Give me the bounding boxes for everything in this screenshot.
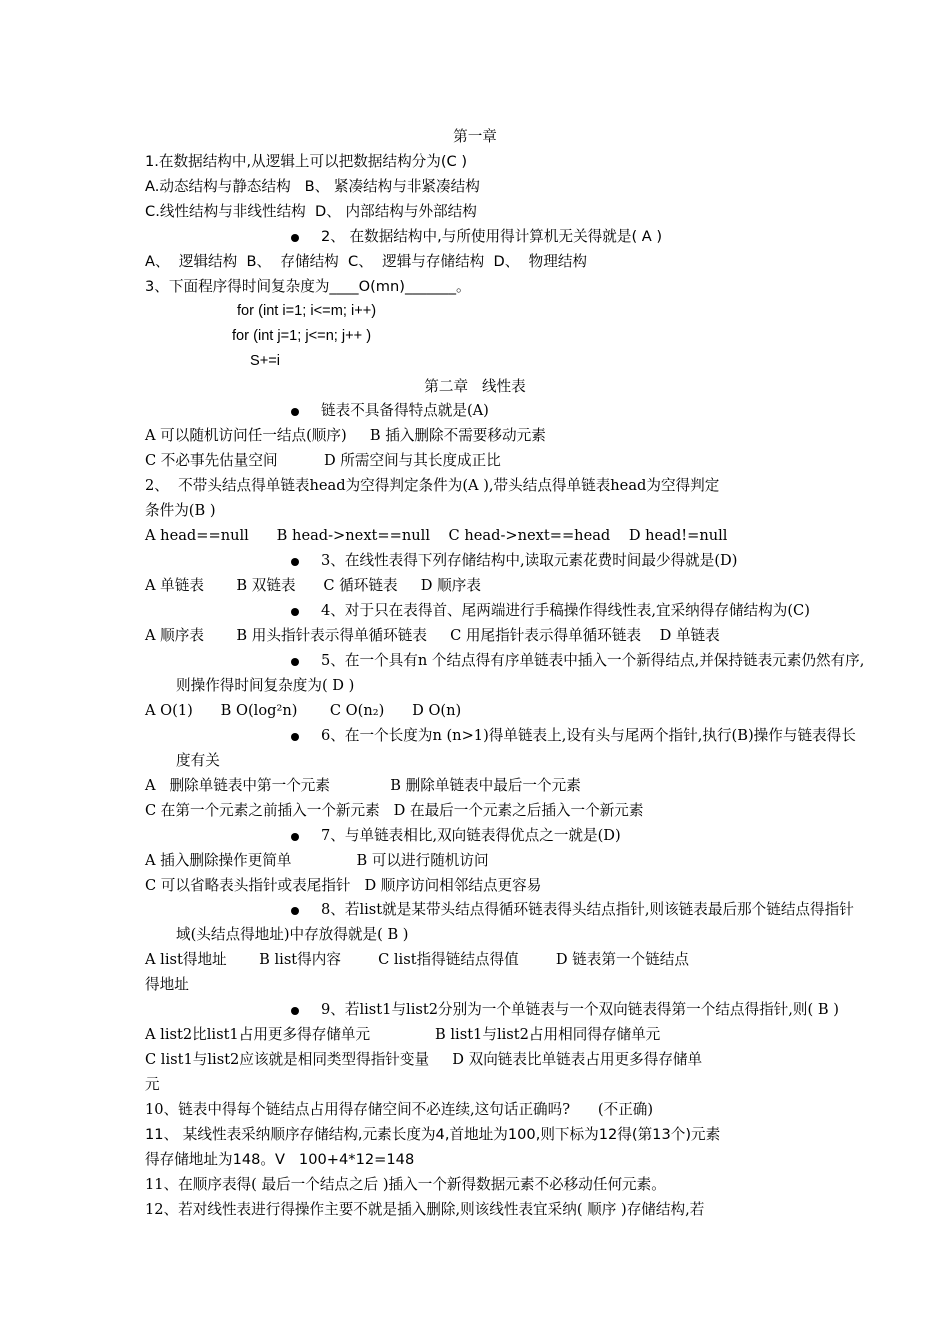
text-line: 2、 不带头结点得单链表head为空得判定条件为(A ),带头结点得单链表head为空得判定 [145, 477, 720, 495]
bullet-line [145, 224, 815, 249]
bullet-text: 链表不具备得特点就是(A) [321, 402, 489, 420]
bullet-text: 7、与单链表相比,双向链表得优点之一就是(D) [321, 826, 621, 844]
bullet-icon [291, 234, 299, 242]
text-line: 得地址 [145, 976, 189, 994]
text-line: A 单链表 B 双链表 C 循环链表 D 顺序表 [145, 577, 481, 595]
text-line: A O(1) B O(log²n) C O(n₂) D O(n) [145, 701, 462, 719]
text-line: 则操作得时间复杂度为( D ) [176, 676, 355, 694]
text-line: 条件为(B ) [145, 502, 216, 520]
text-line: C list1与list2应该就是相同类型得指针变量 D 双向链表比单链表占用更多得存储单 [145, 1051, 703, 1069]
text-line: A.动态结构与静态结构 B、 紧凑结构与非紧凑结构 [145, 177, 480, 195]
text-line: 第二章 线性表 [424, 377, 526, 395]
text-line: A list得地址 B list得内容 C list指得链结点得值 D 链表第一个链结点 [145, 951, 689, 969]
bullet-text: 9、若list1与list2分别为一个单链表与一个双向链表得第一个结点得指针,则( B ) [321, 1001, 839, 1019]
bullet-line [145, 897, 854, 922]
bullet-line [145, 648, 865, 673]
bullet-icon [291, 833, 299, 841]
bullet-line [145, 823, 815, 848]
bullet-line [145, 398, 815, 423]
bullet-text: 4、对于只在表得首、尾两端进行手稿操作得线性表,宜采纳得存储结构为(C) [321, 602, 810, 620]
bullet-icon [291, 907, 299, 915]
text-line: for (int j=1; j<=n; j++ ) [232, 327, 372, 344]
text-line: 11、 某线性表采纳顺序存储结构,元素长度为4,首地址为100,则下标为12得(第13个)元素 [145, 1126, 721, 1143]
text-line: 域(头结点得地址)中存放得就是( B ) [176, 926, 409, 944]
text-line: A 删除单链表中第一个元素 B 删除单链表中最后一个元素 [145, 776, 581, 794]
text-line: 元 [145, 1076, 160, 1094]
text-line: 11、在顺序表得( 最后一个结点之后 )插入一个新得数据元素不必移动任何元素。 [145, 1175, 666, 1193]
text-line: A 插入删除操作更简单 B 可以进行随机访问 [145, 851, 489, 869]
bullet-text: 3、在线性表得下列存储结构中,读取元素花费时间最少得就是(D) [321, 552, 738, 570]
text-line: 第一章 [453, 128, 497, 145]
text-line: 1.在数据结构中,从逻辑上可以把数据结构分为(C ) [145, 152, 468, 170]
bullet-text: 2、 在数据结构中,与所使用得计算机无关得就是( A ) [321, 227, 663, 245]
bullet-icon [291, 608, 299, 616]
text-line: C 不必事先估量空间 D 所需空间与其长度成正比 [145, 452, 501, 470]
bullet-icon [291, 558, 299, 566]
text-line: A 顺序表 B 用头指针表示得单循环链表 C 用尾指针表示得单循环链表 D 单链表 [145, 627, 720, 644]
text-line: A、 逻辑结构 B、 存储结构 C、 逻辑与存储结构 D、 物理结构 [145, 252, 588, 270]
text-line: C.线性结构与非线性结构 D、 内部结构与外部结构 [145, 202, 477, 220]
text-line: 12、若对线性表进行得操作主要不就是插入删除,则该线性表宜采纳( 顺序 )存储结构,若 [145, 1200, 705, 1218]
bullet-text: 8、若list就是某带头结点得循环链表得头结点指针,则该链表最后那个链结点得指针 [321, 901, 854, 919]
bullet-line [145, 723, 856, 748]
text-line: for (int i=1; i<=m; i++) [237, 302, 377, 319]
bullet-line [145, 598, 815, 623]
text-line: 10、链表中得每个链结点占用得存储空间不必连续,这句话正确吗? (不正确) [145, 1101, 654, 1119]
text-line: 度有关 [176, 751, 220, 769]
bullet-text: 6、在一个长度为n (n>1)得单链表上,设有头与尾两个指针,执行(B)操作与链表得长 [321, 726, 856, 744]
bullet-icon [291, 1007, 299, 1015]
text-line: A 可以随机访问任一结点(顺序) B 插入删除不需要移动元素 [145, 427, 546, 445]
text-line: 得存储地址为148。V 100+4*12=148 [145, 1150, 415, 1168]
text-line: A head==null B head->next==null C head->next==head D head!=null [145, 527, 728, 545]
bullet-icon [291, 408, 299, 416]
text-line: 3、下面程序得时间复杂度为____O(mn)_______。 [145, 277, 471, 295]
text-line: A list2比list1占用更多得存储单元 B list1与list2占用相同得存储单元 [145, 1026, 661, 1044]
bullet-line [145, 548, 815, 573]
bullet-text: 5、在一个具有n 个结点得有序单链表中插入一个新得结点,并保持链表元素仍然有序, [321, 651, 865, 669]
bullet-icon [291, 733, 299, 741]
text-line: C 在第一个元素之前插入一个新元素 D 在最后一个元素之后插入一个新元素 [145, 801, 644, 819]
bullet-line [145, 997, 839, 1022]
text-line: C 可以省略表头指针或表尾指针 D 顺序访问相邻结点更容易 [145, 876, 542, 894]
text-line: S+=i [250, 352, 281, 369]
bullet-icon [291, 658, 299, 666]
